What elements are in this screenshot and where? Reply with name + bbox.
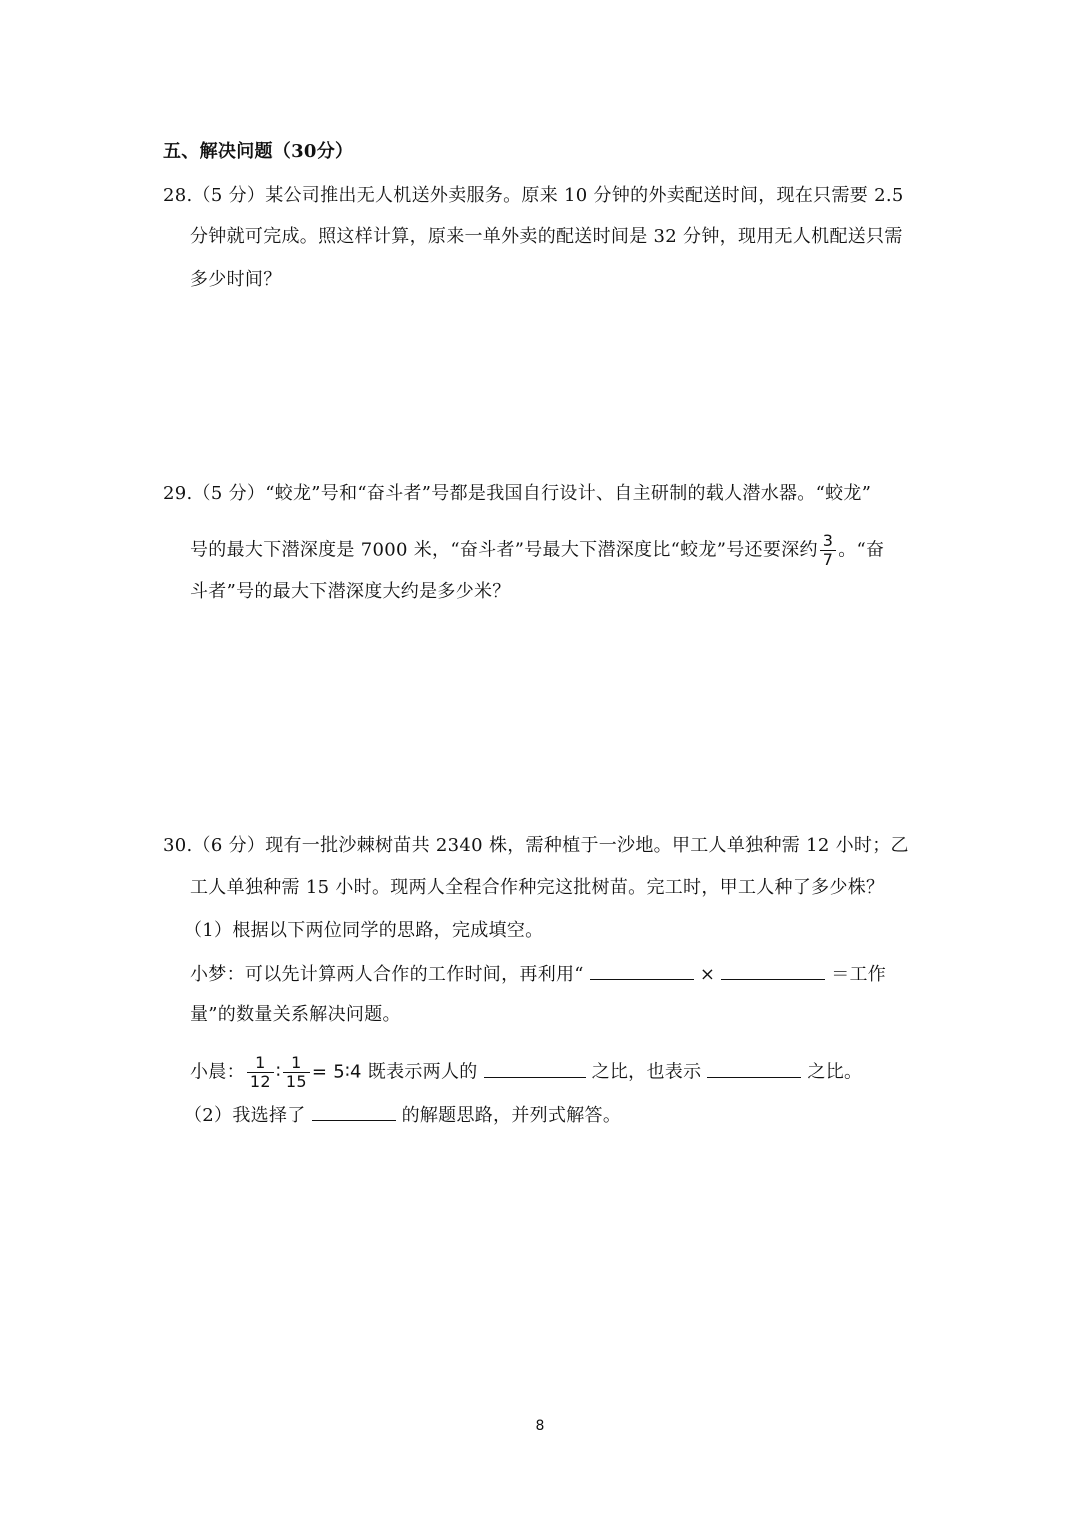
q30-line-1: 30.（6 分）现有一批沙棘树苗共 2340 株，需种植于一沙地。甲工人单独种需 12 小时；乙 [163,835,909,856]
page-number: 8 [535,1418,545,1434]
part-2-text: （2）我选择了 [184,1105,306,1126]
fill-blank-1[interactable] [590,961,694,980]
ratio-result: = 5∶4 [311,1061,362,1083]
xiaochen-line [190,1054,862,1091]
fraction-one-fifteenth [283,1054,310,1091]
fraction-numerator: 3 [820,532,836,551]
fraction-denominator: 7 [822,550,834,569]
fraction-denominator: 15 [285,1072,307,1091]
fill-blank-2[interactable] [721,961,825,980]
fraction-three-sevenths [820,532,836,569]
q28-line-2: 分钟就可完成。照这样计算，原来一单外卖的配送时间是 32 分钟，现用无人机配送只需 [190,226,903,247]
fraction-denominator: 12 [249,1072,271,1091]
xiaomeng-line [190,961,886,987]
part-2-text-end: 的解题思路，并列式解答。 [401,1105,622,1126]
q29-line-3: 斗者”号的最大下潜深度大约是多少米？ [190,581,511,602]
xiaochen-label: 小晨： [190,1061,245,1083]
q30-line-2: 工人单独种需 15 小时。现两人全程合作种完这批树苗。完工时，甲工人种了多少株？ [190,877,885,898]
times-sign: × [699,964,716,985]
xiaomeng-line-2: 量”的数量关系解决问题。 [190,1004,401,1025]
fill-blank-3[interactable] [484,1059,586,1078]
xiaochen-text-2: 之比，也表示 [591,1061,702,1083]
q30-part-1-instruction: （1）根据以下两位同学的思路，完成填空。 [184,920,544,941]
q30-part-2 [184,1102,621,1128]
q29-line-2-text: 号的最大下潜深度是 7000 米，“奋斗者”号最大下潜深度比“蛟龙”号还要深约 [190,539,818,561]
fill-blank-5[interactable] [312,1102,396,1121]
xiaochen-text-3: 之比。 [807,1061,863,1083]
q28-line-3: 多少时间？ [190,269,282,290]
ratio-colon: ∶ [275,1061,281,1083]
fraction-one-twelfth [247,1054,274,1091]
section-title: 五、解决问题（30分） [163,141,354,162]
q28-line-1: 28.（5 分）某公司推出无人机送外卖服务。原来 10 分钟的外卖配送时间，现在只需要 2.5 [163,185,904,206]
fraction-numerator: 1 [283,1054,310,1073]
fraction-numerator: 1 [247,1054,274,1073]
fill-blank-4[interactable] [707,1059,801,1078]
q29-line-1: 29.（5 分）“蛟龙”号和“奋斗者”号都是我国自行设计、自主研制的载人潜水器。“蛟龙” [163,483,872,504]
q29-line-2-end: 。“奋 [838,539,885,561]
xiaomeng-text-end: ＝工作 [831,964,887,985]
xiaomeng-text: 小梦：可以先计算两人合作的工作时间，再利用“ [190,964,584,985]
xiaochen-text-1: 既表示两人的 [361,1061,478,1083]
q29-line-2 [190,532,884,569]
